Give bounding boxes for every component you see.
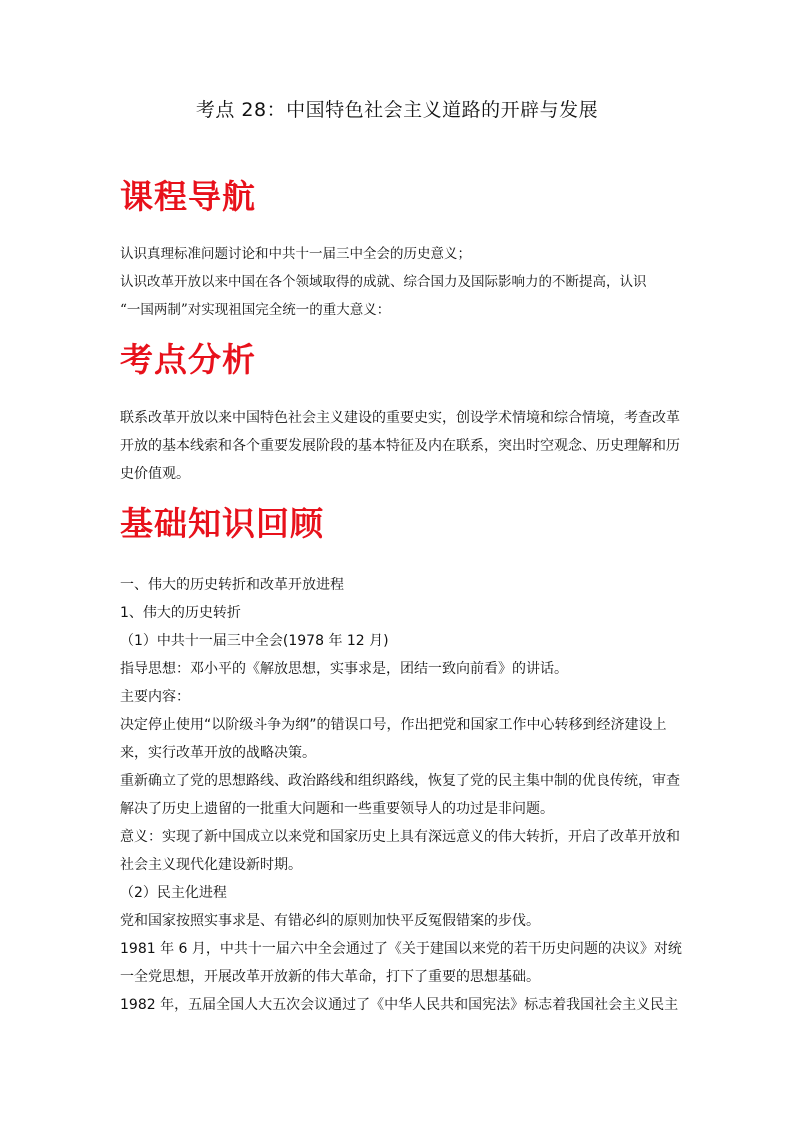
text-line: 社会主义现代化建设新时期。: [120, 857, 302, 873]
text-line: 来，实行改革开放的战略决策。: [120, 745, 316, 761]
text-line: 党和国家按照实事求是、有错必纠的原则加快平反冤假错案的步伐。: [120, 913, 540, 929]
text-line: 联系改革开放以来中国特色社会主义建设的重要史实，创设学术情境和综合情境，考查改革: [120, 410, 680, 426]
section-heading-course-navigation: 课程导航: [120, 177, 256, 216]
text-line: 主要内容：: [120, 689, 190, 705]
text-line: 指导思想：邓小平的《解放思想，实事求是，团结一致向前看》的讲话。: [120, 661, 568, 677]
text-line: （1）中共十一届三中全会(1978 年 12 月): [120, 633, 389, 649]
text-line: 意义：实现了新中国成立以来党和国家历史上具有深远意义的伟大转折，开启了改革开放和: [120, 829, 680, 845]
exam-analysis-text: [120, 404, 680, 488]
document-title: 考点 28：中国特色社会主义道路的开辟与发展: [195, 99, 599, 121]
text-line: 一、伟大的历史转折和改革开放进程: [120, 577, 344, 593]
text-line: 一全党思想，开展改革开放新的伟大革命，打下了重要的思想基础。: [120, 969, 540, 985]
text-line: 重新确立了党的思想路线、政治路线和组织路线，恢复了党的民主集中制的优良传统，审查: [120, 773, 680, 789]
text-line: “一国两制”对实现祖国完全统一的重大意义：: [120, 302, 391, 318]
text-line: 认识改革开放以来中国在各个领域取得的成就、综合国力及国际影响力的不断提高，认识: [120, 274, 647, 290]
text-line: 认识真理标准问题讨论和中共十一届三中全会的历史意义；: [120, 246, 471, 262]
text-line: 1、伟大的历史转折: [120, 605, 241, 621]
section-heading-exam-analysis: 考点分析: [120, 340, 256, 379]
text-line: 解决了历史上遗留的一批重大问题和一些重要领导人的功过是非问题。: [120, 801, 554, 817]
text-line: 决定停止使用“以阶级斗争为纲”的错误口号，作出把党和国家工作中心转移到经济建设上: [120, 717, 667, 733]
text-line: （2）民主化进程: [120, 885, 227, 901]
text-line: 开放的基本线索和各个重要发展阶段的基本特征及内在联系，突出时空观念、历史理解和历: [120, 438, 680, 454]
basic-review-text: [120, 571, 680, 1019]
text-line: 1981 年 6 月，中共十一届六中全会通过了《关于建国以来党的若干历史问题的决议》对统: [120, 941, 682, 957]
course-navigation-text: [120, 240, 680, 324]
section-heading-basic-review: 基础知识回顾: [120, 504, 324, 543]
text-line: 史价值观。: [120, 466, 190, 482]
text-line: 1982 年，五届全国人大五次会议通过了《中华人民共和国宪法》标志着我国社会主义民主: [120, 997, 679, 1013]
